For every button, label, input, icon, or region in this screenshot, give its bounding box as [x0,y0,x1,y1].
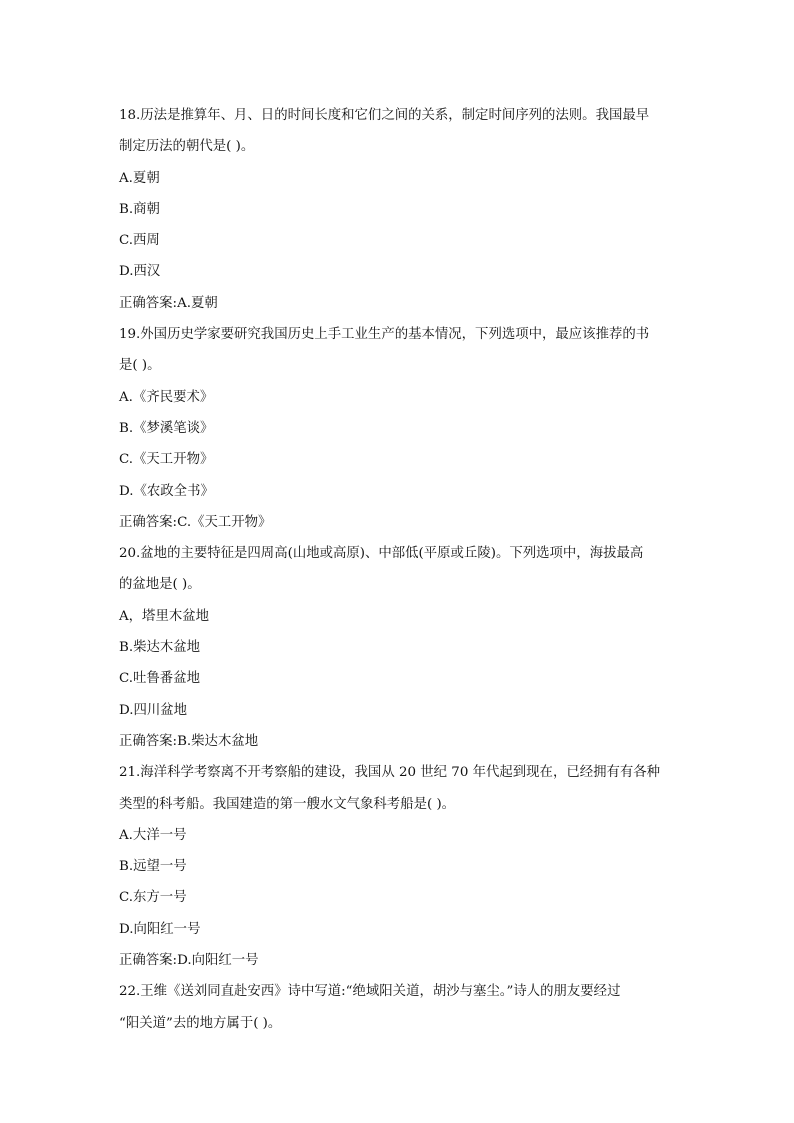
question-19-stem-line-2: 是( )。 [119,358,161,374]
question-22-stem-line-1: 22.王维《送刘同直赴安西》诗中写道:“绝域阳关道，胡沙与塞尘。”诗人的朋友要经过 [119,984,621,1000]
question-21-stem-line-1: 21.海洋科学考察离不开考察船的建设，我国从 20 世纪 70 年代起到现在，已经拥有有各种 [119,765,661,781]
question-18-option-b: B.商朝 [119,201,160,217]
question-18-stem-line-1: 18.历法是推算年、月、日的时间长度和它们之间的关系，制定时间序列的法则。我国最早 [119,108,650,123]
question-20-option-d: D.四川盆地 [119,702,188,718]
question-19-option-d: D.《农政全书》 [119,483,214,499]
question-18 [119,100,679,319]
question-list [119,100,679,1039]
question-22 [119,976,679,1039]
question-19 [119,319,679,538]
question-21-option-d: D.向阳红一号 [119,921,201,937]
question-18-answer: 正确答案:A.夏朝 [119,295,218,311]
question-18-stem-line-2: 制定历法的朝代是( )。 [119,139,255,155]
question-20-option-a: A，塔里木盆地 [119,608,210,624]
question-21-option-c: C.东方一号 [119,890,187,906]
question-19-option-a: A.《齐民要术》 [119,389,214,405]
question-20 [119,538,679,757]
question-20-option-b: B.柴达木盆地 [119,640,201,656]
question-19-answer: 正确答案:C.《天工开物》 [119,514,272,530]
question-20-stem-line-2: 的盆地是( )。 [119,577,201,593]
question-21-option-a: A.大洋一号 [119,827,187,843]
question-22-stem-line-2: “阳关道”去的地方属于( )。 [119,1015,282,1031]
question-19-option-c: C.《天工开物》 [119,452,214,468]
question-21 [119,757,679,976]
question-18-option-d: D.西汉 [119,264,161,280]
question-19-stem-line-1: 19.外国历史学家要研究我国历史上手工业生产的基本情况，下列选项中，最应该推荐的书 [119,327,650,343]
question-20-option-c: C.吐鲁番盆地 [119,671,200,687]
question-21-option-b: B.远望一号 [119,859,187,875]
question-21-stem-line-2: 类型的科考船。我国建造的第一艘水文气象科考船是( )。 [119,796,456,812]
question-20-stem-line-1: 20.盆地的主要特征是四周高(山地或高原)、中部低(平原或丘陵)。下列选项中，海拔最高 [119,546,644,562]
question-18-option-a: A.夏朝 [119,170,160,186]
question-20-answer: 正确答案:B.柴达木盆地 [119,733,259,749]
question-21-answer: 正确答案:D.向阳红一号 [119,953,259,969]
question-19-option-b: B.《梦溪笔谈》 [119,420,214,436]
question-18-option-c: C.西周 [119,233,160,249]
